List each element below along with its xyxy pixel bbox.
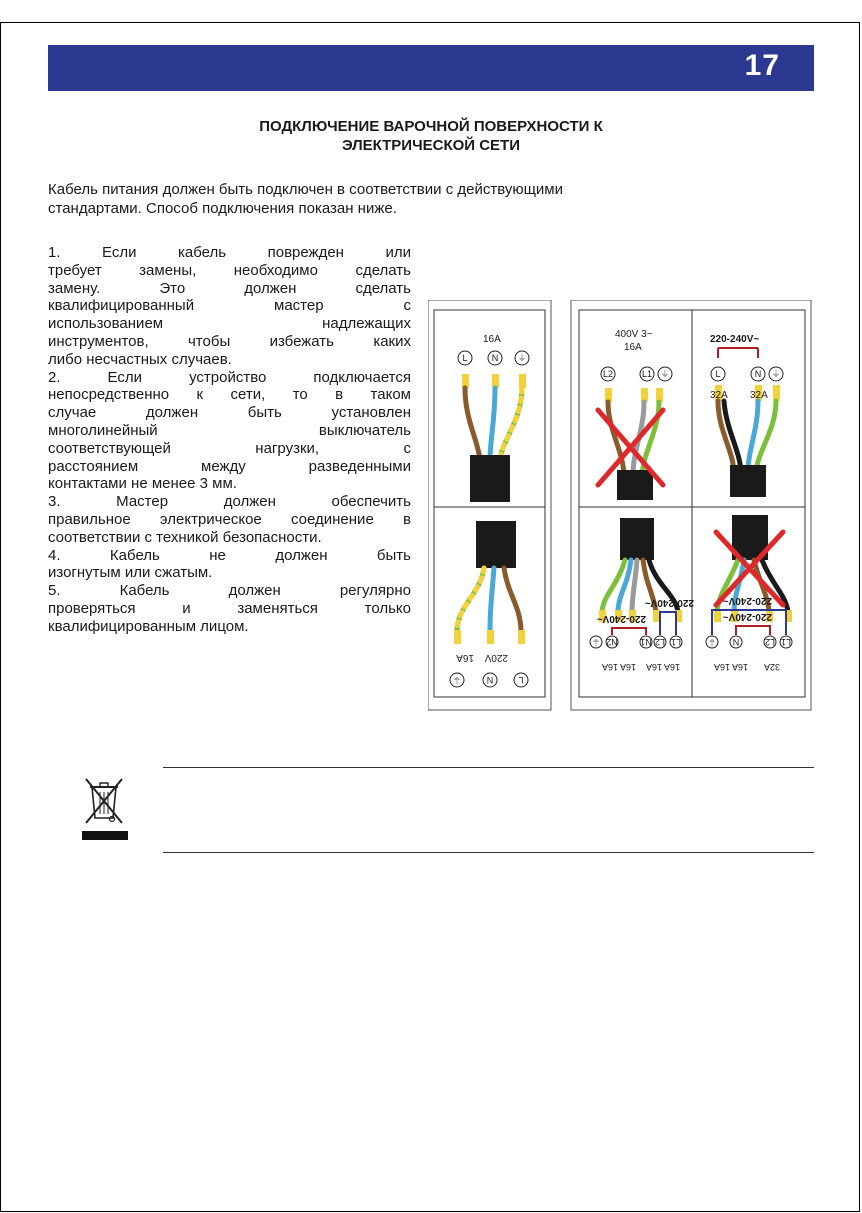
instruction-line: многолинейный выключатель [48,421,411,439]
intro-paragraph [48,180,728,218]
panel-a-bottom-voltage: 220V [484,652,508,663]
divider-top [163,767,814,768]
terminal-label: ⏚ [707,637,717,647]
instruction-line: замену. Это должен сделать [48,279,411,297]
instruction-line: случае должен быть установлен [48,404,411,422]
instruction-line: правильное электрическое соединение в [48,510,411,528]
amp-label: 32A [763,662,781,672]
ferrule-icon [487,630,494,644]
terminal-label: L [518,675,524,685]
page-title [48,117,814,155]
panel-c-top-amp-right: 32A [750,390,768,401]
amp-label: 16A [645,662,663,672]
terminal-label: ⏚ [517,353,527,363]
terminal-label: N [732,637,740,647]
instruction-line: соответствующей нагрузки, с [48,439,411,457]
page-header-bar [48,45,814,91]
panel-c-top-voltage: 220-240V~ [710,334,760,345]
instruction-line: непосредственно к сети, то в таком [48,386,411,404]
ferrule-icon [518,630,525,644]
terminal-label: L [715,369,721,379]
instruction-steps [48,244,411,636]
panel-a-top-terminals [458,351,529,365]
instruction-line: расстоянием между разведенными [48,457,411,475]
cable-sheath-icon [476,521,516,568]
ferrule-icon [454,630,461,644]
amp-label: 16A [601,662,619,672]
terminal-label: L1 [641,369,653,379]
title-line-2: ЭЛЕКТРИЧЕСКОЙ СЕТИ [341,137,521,154]
terminal-label: ⏚ [452,675,462,685]
instruction-line: требует замены, необходимо сделать [48,261,411,279]
amp-label: 16A [663,662,681,672]
panel-two-zone [571,300,811,710]
intro-line-2: стандартами. Способ подключения показан ниже. [48,200,397,217]
cable-sheath-icon [617,470,653,500]
voltage-label-blue: 220-240V~ [644,597,694,608]
terminal-label: L2 [602,369,614,379]
terminal-label: ⏚ [771,369,781,379]
amp-label: 16A [713,662,731,672]
cable-sheath-icon [730,465,766,497]
instruction-line: квалифицированным лицом. [48,617,249,635]
amp-label: 16A [619,662,637,672]
terminal-label: L1 [780,637,792,647]
ferrule-icon [653,610,660,622]
terminal-label: L2 [654,637,666,647]
terminal-label: ⏚ [660,369,670,379]
cable-sheath-icon [620,518,654,560]
terminal-label: L2 [764,637,776,647]
crossed-out-wheelie-bin-icon [80,773,130,845]
instruction-line: либо несчастных случаев. [48,350,232,368]
panel-a-bottom-amp: 16A [456,652,474,663]
wiring-diagram [428,300,812,712]
instruction-line: использованием надлежащих [48,315,411,333]
terminal-label: N [491,353,499,363]
instruction-line: инструментов, чтобы избежать каких [48,332,411,350]
instruction-line: 3. Мастер должен обеспечить [48,493,411,511]
instruction-line: 5. Кабель должен регулярно [48,582,411,600]
instruction-line: квалифицированный мастер с [48,297,411,315]
terminal-label: ⏚ [591,637,601,647]
instruction-line: соответствии с техникой безопасности. [48,528,322,546]
cable-sheath-icon [470,455,510,502]
instruction-line: 2. Если устройство подключается [48,368,411,386]
instruction-line: 1. Если кабель поврежден или [48,244,411,261]
instruction-line: проверяться и заменяться только [48,599,411,617]
terminal-label: N1 [640,637,652,647]
instruction-line: контактами не менее 3 мм. [48,475,237,493]
terminal-label: L1 [670,637,682,647]
ferrule-icon [714,610,721,622]
instruction-line: 4. Кабель не должен быть [48,546,411,564]
instruction-line: изогнутым или сжатым. [48,564,213,582]
amp-label: 16A [731,662,749,672]
divider-bottom [163,852,814,853]
panel-c-top-amp-left: 32A [710,390,728,401]
panel-b-top-amp: 16A [624,342,642,353]
terminal-label: N [486,675,494,685]
panel-b-top-voltage: 400V 3~ [615,329,653,340]
page-number: 17 [744,49,780,82]
panel-a-top-amp: 16A [483,334,501,345]
terminal-label: L [462,353,468,363]
voltage-label-red: 220-240V~ [722,611,772,622]
voltage-label-red: 220-240V~ [596,613,646,624]
voltage-label-blue: 220-240V~ [722,595,772,606]
title-line-1: ПОДКЛЮЧЕНИЕ ВАРОЧНОЙ ПОВЕРХНОСТИ К [259,118,603,135]
terminal-label: N2 [606,637,618,647]
intro-line-1: Кабель питания должен быть подключен в соответствии с действующими [48,181,564,198]
terminal-label: N [754,369,762,379]
